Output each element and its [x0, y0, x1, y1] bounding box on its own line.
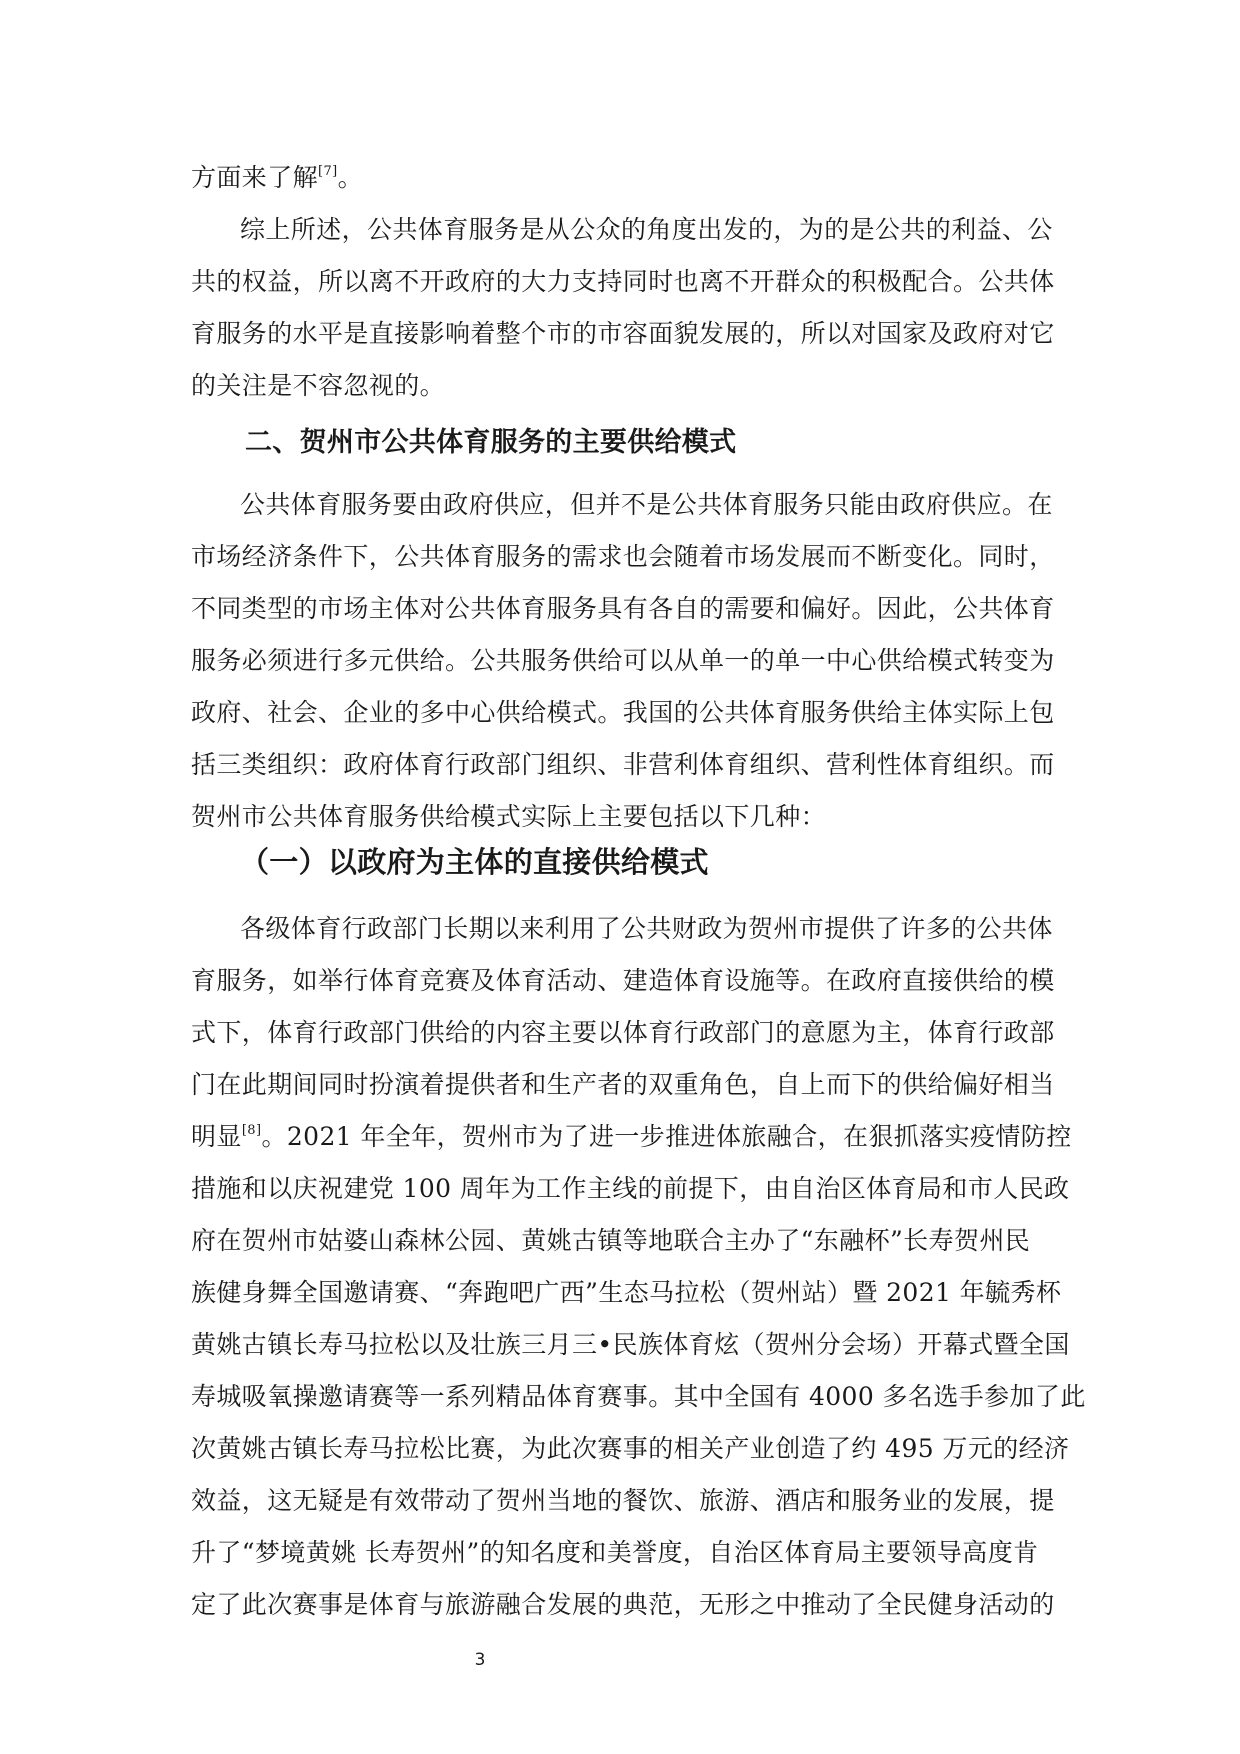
text-fragment: 方面来了解: [191, 163, 319, 192]
section-heading: 二、贺州市公共体育服务的主要供给模式: [245, 427, 737, 458]
paragraph-2-line-2: 不同类型的市场主体对公共体育服务具有各自的需要和偏好。因此，公共体育: [191, 594, 1055, 623]
citation-ref-7: [7]: [318, 164, 338, 179]
citation-ref-8: [8]: [241, 1123, 262, 1138]
paragraph-2-line-3: 服务必须进行多元供给。公共服务供给可以从单一的单一中心供给模式转变为: [191, 646, 1055, 675]
paragraph-3-line-4: [191, 1119, 1072, 1155]
paragraph-1-line-2: 育服务的水平是直接影响着整个市的市容面貌发展的，所以对国家及政府对它: [191, 319, 1055, 348]
paragraph-3-line-1: 育服务，如举行体育竞赛及体育活动、建造体育设施等。在政府直接供给的模: [191, 966, 1055, 995]
paragraph-0-line-0: [191, 160, 363, 196]
text-fragment: 。: [337, 163, 364, 192]
text-fragment: 明显: [191, 1122, 242, 1151]
paragraph-1-line-3: 的关注是不容忽视的。: [191, 371, 446, 400]
paragraph-2-line-4: 政府、社会、企业的多中心供给模式。我国的公共体育服务供给主体实际上包: [191, 698, 1055, 727]
paragraph-1-line-0: 综上所述，公共体育服务是从公众的角度出发的，为的是公共的利益、公: [240, 215, 1053, 244]
subsection-heading: （一）以政府为主体的直接供给模式: [240, 845, 709, 879]
paragraph-3-line-5: 措施和以庆祝建党 100 周年为工作主线的前提下，由自治区体育局和市人民政: [191, 1174, 1070, 1203]
paragraph-3-line-6: 府在贺州市姑婆山森林公园、黄姚古镇等地联合主办了“东融杯”长寿贺州民: [191, 1226, 1031, 1255]
page-number: 3: [474, 1650, 486, 1670]
paragraph-3-line-8: 黄姚古镇长寿马拉松以及壮族三月三•民族体育炫（贺州分会场）开幕式暨全国: [191, 1330, 1070, 1359]
text-fragment: 。2021 年全年，贺州市为了进一步推进体旅融合，在狠抓落实疫情防控: [261, 1122, 1072, 1151]
paragraph-3-line-2: 式下，体育行政部门供给的内容主要以体育行政部门的意愿为主，体育行政部: [191, 1018, 1055, 1047]
paragraph-3-line-7: 族健身舞全国邀请赛、“奔跑吧广西”生态马拉松（贺州站）暨 2021 年毓秀杯: [191, 1278, 1062, 1307]
paragraph-3-line-11: 效益，这无疑是有效带动了贺州当地的餐饮、旅游、酒店和服务业的发展，提: [191, 1486, 1055, 1515]
paragraph-3-line-12: 升了“梦境黄姚 长寿贺州”的知名度和美誉度，自治区体育局主要领导高度肯: [191, 1538, 1039, 1567]
paragraph-2-line-5: 括三类组织：政府体育行政部门组织、非营利体育组织、营利性体育组织。而: [191, 750, 1055, 779]
paragraph-2-line-1: 市场经济条件下，公共体育服务的需求也会随着市场发展而不断变化。同时，: [191, 542, 1055, 571]
paragraph-3-line-10: 次黄姚古镇长寿马拉松比赛，为此次赛事的相关产业创造了约 495 万元的经济: [191, 1434, 1070, 1463]
paragraph-3-line-13: 定了此次赛事是体育与旅游融合发展的典范，无形之中推动了全民健身活动的: [191, 1590, 1055, 1619]
paragraph-3-line-9: 寿城吸氧操邀请赛等一系列精品体育赛事。其中全国有 4000 多名选手参加了此: [191, 1382, 1086, 1411]
paragraph-2-line-6: 贺州市公共体育服务供给模式实际上主要包括以下几种：: [191, 802, 827, 831]
paragraph-2-line-0: 公共体育服务要由政府供应，但并不是公共体育服务只能由政府供应。在: [240, 490, 1053, 519]
paragraph-3-line-3: 门在此期间同时扮演着提供者和生产者的双重角色，自上而下的供给偏好相当: [191, 1070, 1055, 1099]
paragraph-1-line-1: 共的权益，所以离不开政府的大力支持同时也离不开群众的积极配合。公共体: [191, 267, 1055, 296]
paragraph-3-line-0: 各级体育行政部门长期以来利用了公共财政为贺州市提供了许多的公共体: [240, 914, 1053, 943]
